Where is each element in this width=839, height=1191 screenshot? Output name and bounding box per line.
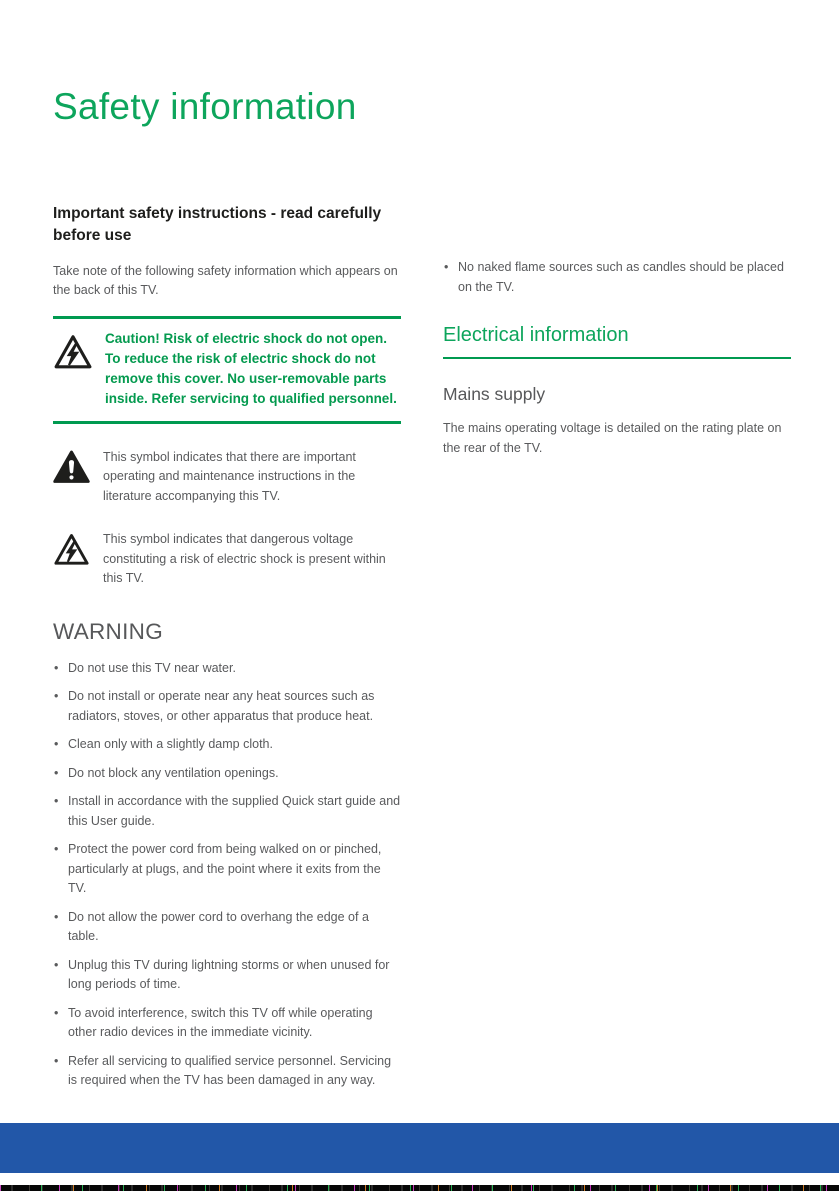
warning-item: • Unplug this TV during lightning storms or when unused for long periods of time. <box>53 956 401 995</box>
warning-item: • To avoid interference, switch this TV off while operating other radio devices in the immediate vicinity. <box>53 1004 401 1043</box>
high-voltage-triangle-icon <box>53 532 90 569</box>
symbol-row <box>53 448 401 507</box>
symbol-row <box>53 530 401 589</box>
mains-supply-heading: Mains supply <box>443 384 546 404</box>
page-title: Safety information <box>53 86 357 127</box>
footer-bar <box>0 1123 839 1173</box>
warning-heading: WARNING <box>53 618 164 644</box>
warning-item: • Do not use this TV near water. <box>53 659 401 679</box>
warning-item: • Refer all servicing to qualified service personnel. Servicing is required when the TV has been damaged in any way. <box>53 1052 401 1091</box>
right-bullet-list <box>443 258 791 297</box>
warning-list <box>53 659 401 1091</box>
symbol-description: This symbol indicates that there are important operating and maintenance instructions in the literature accompanying this TV. <box>103 449 356 503</box>
mains-supply-paragraph: The mains operating voltage is detailed on the rating plate on the rear of the TV. <box>443 421 782 455</box>
intro-paragraph: Take note of the following safety information which appears on the back of this TV. <box>53 263 398 298</box>
caution-text: Caution! Risk of electric shock do not open. To reduce the risk of electric shock do not remove this cover. No user-removable parts inside. Refer servicing to qualified personnel. <box>105 330 397 406</box>
warning-item: • Do not block any ventilation openings. <box>53 764 401 784</box>
warning-item: • Install in accordance with the supplied Quick start guide and this User guide. <box>53 792 401 831</box>
important-instructions-heading: Important safety instructions - read carefully before use <box>53 205 382 245</box>
warning-item: • Clean only with a slightly damp cloth. <box>53 735 401 755</box>
caution-box <box>53 316 401 424</box>
high-voltage-triangle-icon <box>53 333 93 373</box>
left-column <box>53 203 401 1100</box>
warning-item: • No naked flame sources such as candles should be placed on the TV. <box>443 258 791 297</box>
alert-triangle-icon <box>53 450 90 484</box>
warning-item: • Do not allow the power cord to overhang the edge of a table. <box>53 908 401 947</box>
warning-item: • Do not install or operate near any heat sources such as radiators, stoves, or other apparatus that produce heat. <box>53 687 401 726</box>
right-column <box>443 258 791 458</box>
electrical-information-heading: Electrical information <box>443 324 791 359</box>
warning-item: • Protect the power cord from being walked on or pinched, particularly at plugs, and the point where it exits from the TV. <box>53 840 401 899</box>
symbol-description: This symbol indicates that dangerous voltage constituting a risk of electric shock is present within this TV. <box>103 532 386 586</box>
page-edge-noise-strip <box>0 1185 839 1191</box>
